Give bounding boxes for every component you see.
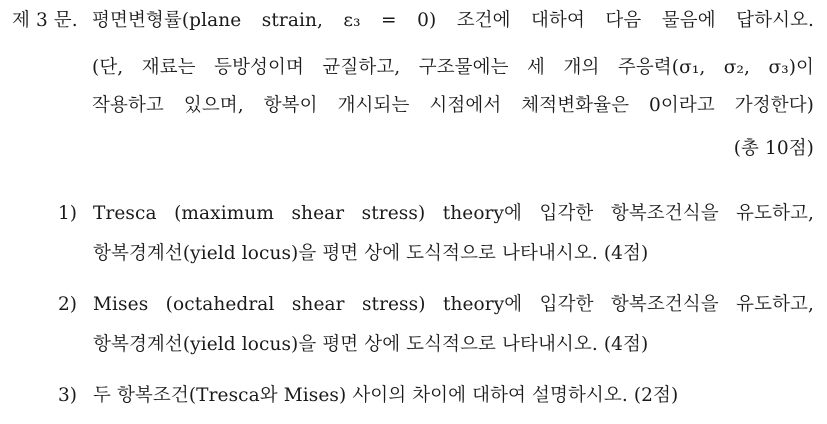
question-1-number: 1) — [58, 203, 77, 224]
question-3-line-1: 두 항복조건(Tresca와 Mises) 사이의 차이에 대하여 설명하시오. (2점) — [93, 385, 679, 406]
question-1-line-1: Tresca (maximum shear stress) theory에 입각한 항복조건식을 유도하고, — [93, 203, 814, 224]
question-1-line-2: 항복경계선(yield locus)을 평면 상에 도식적으로 나타내시오. (4점) — [93, 243, 649, 264]
question-3-number: 3) — [58, 385, 77, 406]
question-2-line-1: Mises (octahedral shear stress) theory에 입각한 항복조건식을 유도하고, — [93, 294, 814, 315]
problem-line-1: 평면변형률(plane strain, ε₃ = 0) 조건에 대하여 다음 물음에 답하시오. — [92, 10, 814, 31]
question-2-number: 2) — [58, 294, 77, 315]
question-2-line-2: 항복경계선(yield locus)을 평면 상에 도식적으로 나타내시오. (4점) — [93, 334, 649, 355]
problem-line-2: (단, 재료는 등방성이며 균질하고, 구조물에는 세 개의 주응력(σ₁, σ₂, σ₃)이 — [92, 57, 814, 78]
problem-line-3: 작용하고 있으며, 항복이 개시되는 시점에서 체적변화율은 0이라고 가정한다) — [92, 95, 814, 116]
problem-header: 제 3 문. — [12, 10, 78, 31]
problem-points: (총 10점) — [733, 138, 814, 159]
